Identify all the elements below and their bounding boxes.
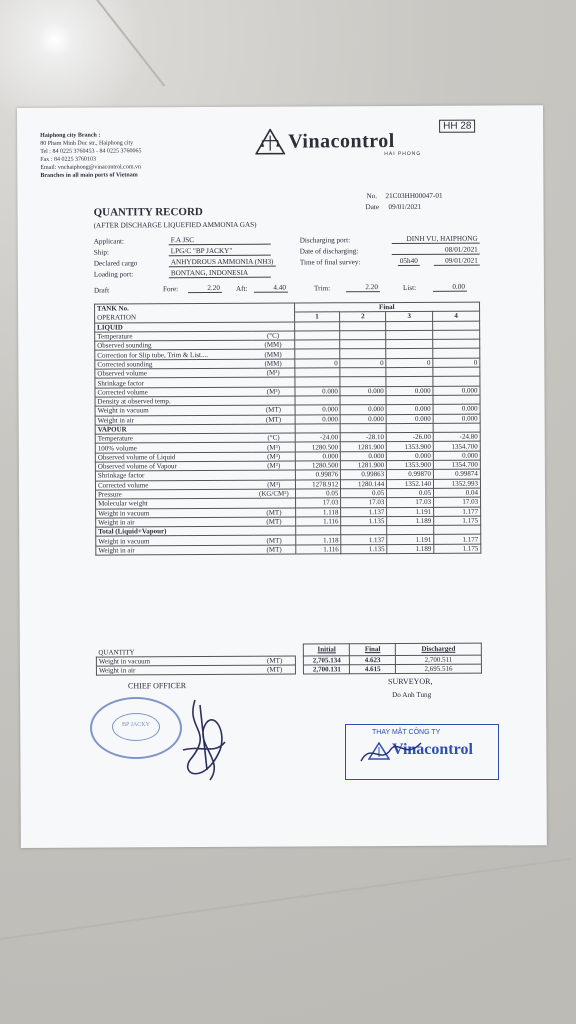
value-cell: 17.03 [295,498,341,508]
value-cell: -28.10 [341,433,387,443]
qty-label: Weight in vacuum [96,656,254,666]
qty-final: 4.623 [350,655,396,665]
section-title: LIQUID [95,322,295,332]
value-cell: 1280.500 [295,461,341,471]
value-cell: 17.03 [341,498,387,508]
tank-table [94,302,481,556]
value-cell: 1352.140 [387,479,434,489]
chief-officer-label: CHIEF OFFICER [128,681,187,691]
value-cell: 1.116 [295,517,341,527]
row-label: Corrected volume [95,480,253,490]
row-unit: (MT) [253,517,295,527]
qty-initial: 2,700.131 [304,665,350,675]
trim-value: 2.20 [346,283,380,292]
row-unit: (MT) [253,545,295,555]
aft-label: Aft: [235,284,248,293]
row-unit: (MT) [253,405,295,415]
value-cell [433,367,480,377]
quantity-title: QUANTITY [98,648,135,657]
vinacontrol-logo-text: Vinacontrol [288,130,395,153]
value-cell: 1.189 [387,516,434,526]
value-cell [386,330,433,340]
value-cell: 17.03 [387,498,434,508]
value-cell: 0.000 [295,405,341,415]
value-cell [433,376,480,386]
branches-note: Branches in all main ports of Vietnam [40,172,138,179]
value-cell [340,377,386,387]
row-unit: (MM) [252,359,294,369]
row-label: Observed volume of Liquid [95,452,253,462]
value-cell: 0.000 [295,414,341,424]
row-label: Pressure [96,489,254,499]
row-label: 100% volume [95,443,253,453]
ship-label: Ship: [93,248,109,257]
row-label: Corrected volume [95,387,253,397]
value-cell: 0.000 [433,404,480,414]
record-title: QUANTITY RECORD [93,206,203,219]
value-cell [433,339,480,349]
value-cell: 1354.700 [433,442,480,452]
empty-cell [295,424,341,434]
col-4-header: 4 [433,311,480,321]
ship-value: LPG/C "BP JACKY" [169,247,271,257]
value-cell: 1.135 [341,544,387,554]
value-cell [433,330,480,340]
row-unit: (M³) [253,452,295,462]
stamp-company-name: Vinacontrol [392,741,473,758]
row-label: Temperature [95,331,253,341]
document-code: HH 28 [439,120,475,133]
value-cell: 0.000 [386,414,433,424]
value-cell: 1.116 [295,545,341,555]
value-cell: 1.118 [295,507,341,517]
value-cell [386,377,433,387]
value-cell [340,368,386,378]
record-date: 09/01/2021 [388,202,422,212]
record-subtitle: (AFTER DISCHARGE LIQUEFIED AMMONIA GAS) [93,220,257,230]
row-unit: (M³) [253,461,295,471]
row-label: Observed volume of Vapour [95,461,253,471]
value-cell [386,349,433,359]
operation-header: OPERATION [95,312,295,322]
row-unit [253,377,295,387]
value-cell: 0.000 [294,386,340,396]
branch-address: 80 Pham Minh Duc str., Haiphong city [40,140,134,147]
row-unit: (MT) [253,508,295,518]
value-cell [340,330,386,340]
row-label: Molecular weight [96,499,254,509]
discharging-date-value: 08/01/2021 [392,246,480,255]
value-cell: 1281.900 [341,461,387,471]
initial-header: Initial [304,644,350,656]
branch-tel: Tel : 84 0225 3760453 - 84 0225 3760065 [40,148,142,155]
empty-cell [387,525,434,535]
qty-initial: 2,705.134 [304,656,350,666]
value-cell: 1353.900 [387,442,434,452]
discharging-date-label: Date of discharging: [299,247,359,256]
seal-text: BP JACKY [122,722,150,728]
discharging-port-label: Discharging port: [299,236,351,245]
surveyor-label: SURVEYOR, [387,676,433,687]
record-no: 21C03HH00047-01 [385,191,443,201]
value-cell [340,396,386,406]
row-label: Shrinkage factor [95,378,253,388]
row-label: Density at observed temp. [95,396,253,406]
stamp-header: THAY MẶT CÔNG TY [372,729,441,736]
value-cell [386,367,433,377]
value-cell: 0.04 [434,488,481,498]
value-cell [294,340,340,350]
value-cell [294,377,340,387]
value-cell: -24.80 [433,432,480,442]
chief-officer-signature [165,690,245,795]
value-cell: 1.177 [434,534,481,544]
value-cell: 0.05 [295,489,341,499]
row-label: Shrinkage factor [95,471,253,481]
value-cell: 1.118 [295,535,341,545]
value-cell: 1.137 [341,507,387,517]
row-unit: (MT) [253,535,295,545]
row-label: Temperature [95,433,253,443]
value-cell: -24.00 [295,433,341,443]
final-survey-date: 09/01/2021 [434,257,480,266]
section-title: VAPOUR [95,424,295,434]
value-cell: 1.191 [387,507,434,517]
vapour-section [95,423,481,527]
row-label: Observed sounding [95,340,253,350]
value-cell: 0.000 [387,451,434,461]
empty-cell [433,423,480,433]
qty-label: Weight in air [96,665,254,675]
value-cell [386,395,433,405]
row-label: Weight in vacuum [96,508,254,518]
row-unit: (M³) [252,368,294,378]
value-cell [295,396,341,406]
quantity-table [96,643,482,676]
empty-cell [295,526,341,536]
value-cell: 0.05 [341,489,387,499]
company-stamp [345,724,499,780]
qty-unit: (MT) [254,656,296,666]
value-cell [294,349,340,359]
table-row [96,544,481,555]
value-cell: 1.175 [434,544,481,554]
value-cell [340,340,386,350]
branch-email: Email: vnchaiphong@vinacontrol.com.vn [40,164,142,171]
row-unit: (MT) [253,415,295,425]
value-cell: 1354.700 [433,460,480,470]
final-survey-label: Time of final survey: [299,258,361,267]
value-cell: 0.000 [433,414,480,424]
fore-label: Fore: [162,285,179,294]
value-cell: 1.189 [387,544,434,554]
value-cell: 0.99876 [295,470,341,480]
value-cell: 17.03 [434,497,481,507]
record-no-label: No. [366,192,378,201]
value-cell: 1280.500 [295,442,341,452]
row-label: Weight in vacuum [96,536,254,546]
value-cell: 0 [386,358,433,368]
final-survey-time: 05h40 [398,257,420,266]
value-cell: 0.000 [340,405,386,415]
applicant-label: Applicant: [93,237,125,246]
empty-cell [340,321,386,331]
branch-fax: Fax : 84 0225 3760103 [40,156,96,163]
value-cell: 0.000 [341,451,387,461]
value-cell: 0.000 [386,386,433,396]
branch-title: Haiphong city Branch : [40,132,101,139]
value-cell [340,349,386,359]
cargo-value: ANHYDROUS AMMONIA (NH3) [169,258,276,268]
empty-cell [434,525,481,535]
col-2-header: 2 [340,312,386,322]
empty-cell [294,321,340,331]
row-unit [253,498,295,508]
value-cell: 0 [340,358,386,368]
value-cell: 1.137 [341,535,387,545]
value-cell: 1.191 [387,535,434,545]
value-cell: 0 [433,358,480,368]
draft-label: Draft [93,286,110,295]
value-cell: 0.99874 [433,469,480,479]
list-value: 0.00 [433,283,467,292]
qty-unit: (MT) [254,665,296,675]
row-label: Correction for Slip tube, Trim & List.... [95,350,253,360]
row-unit: (KG/CM²) [253,489,295,499]
value-cell [294,368,340,378]
cargo-label: Declared cargo [93,259,138,268]
row-unit [253,396,295,406]
row-label: Corrected sounding [95,359,253,369]
value-cell [433,395,480,405]
aft-value: 4.40 [254,284,288,293]
value-cell [433,349,480,359]
value-cell: 0 [294,359,340,369]
row-label: Weight in air [95,415,253,425]
qty-discharged: 2,700.511 [396,655,482,665]
section-title: Total (Liquid+Vapour) [96,526,296,536]
empty-cell [386,423,433,433]
final-qty-header: Final [350,644,396,656]
qty-final: 4.615 [350,665,396,675]
value-cell: 1280.144 [341,479,387,489]
row-unit: (°C) [253,433,295,443]
value-cell: 0.000 [433,386,480,396]
value-cell: 1.175 [434,516,481,526]
applicant-value: F.A JSC [169,236,271,246]
total-section [96,525,481,555]
qty-discharged: 2,695.516 [396,664,482,674]
empty-cell [433,321,480,331]
value-cell: 0.000 [433,451,480,461]
value-cell: 0.000 [340,386,386,396]
value-cell: 1.135 [341,516,387,526]
final-header: Final [294,302,480,312]
row-unit: (M³) [253,480,295,490]
empty-cell [341,423,387,433]
row-unit: (°C) [252,331,294,341]
value-cell: 0.000 [340,414,386,424]
liquid-section [95,321,481,425]
list-label: List: [402,283,417,292]
row-label: Weight in air [96,545,254,555]
surveyor-name: Do Anh Tung [392,690,432,700]
value-cell: 0.000 [295,452,341,462]
col-1-header: 1 [294,312,340,322]
row-label: Weight in air [96,517,254,527]
col-3-header: 3 [386,312,433,322]
row-unit [253,470,295,480]
row-label: Weight in vacuum [95,406,253,416]
value-cell: 1281.900 [341,442,387,452]
value-cell: -26.00 [386,432,433,442]
value-cell: 0.05 [387,488,434,498]
empty-cell [386,321,433,331]
discharged-header: Discharged [396,643,482,655]
discharging-port-value: DINH VU, HAIPHONG [392,235,480,244]
logo-subtitle: HAI PHONG [384,150,422,158]
row-unit: (M³) [253,443,295,453]
value-cell: 0.99863 [341,470,387,480]
value-cell: 1278.912 [295,479,341,489]
value-cell: 0.99870 [387,470,434,480]
row-unit: (M³) [253,387,295,397]
empty-cell [341,526,387,536]
row-unit: (MM) [252,340,294,350]
row-label: Observed volume [95,368,253,378]
surveyor-signature [356,737,426,772]
value-cell: 0.000 [386,405,433,415]
value-cell [294,331,340,341]
fore-value: 2.20 [188,284,222,293]
loading-port-value: BONTANG, INDONESIA [169,269,271,279]
value-cell: 1353.900 [387,460,434,470]
trim-label: Trim: [313,284,331,293]
row-unit: (MM) [252,350,294,360]
loading-port-label: Loading port: [93,270,134,279]
tank-no-header: TANK No. [95,303,295,313]
record-date-label: Date [365,203,380,212]
vinacontrol-logo-icon [255,129,285,160]
quantity-row [96,664,481,675]
value-cell: 1352.993 [434,479,481,489]
value-cell: 1.177 [434,507,481,517]
value-cell [386,340,433,350]
